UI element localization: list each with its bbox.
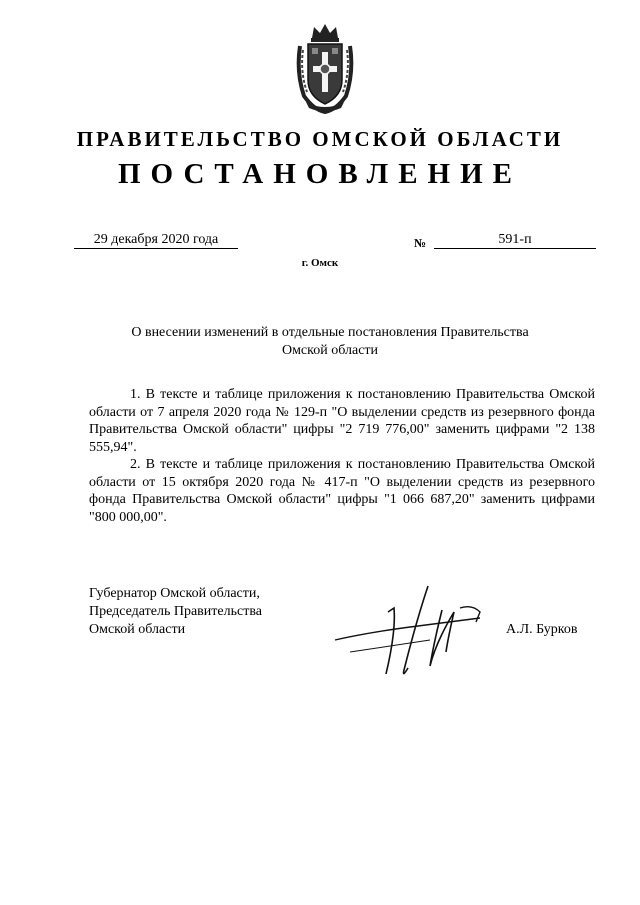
document-number: 591-п (434, 232, 596, 249)
signer-title-line: Губернатор Омской области, (89, 586, 260, 601)
signature-icon (330, 582, 500, 682)
document-type-title: ПОСТАНОВЛЕНИЕ (117, 158, 522, 190)
signer-title (89, 585, 262, 639)
document-body (89, 386, 595, 526)
signer-name: А.Л. Бурков (506, 622, 578, 637)
document-city: г. Омск (301, 257, 339, 269)
paragraph-2: 2. В тексте и таблице приложения к постановлению Правительства Омской области от 15 октября 2020 года № 417-п "О выделении средств из резервного фонда Правительства Омской области" цифры "1 066 687,20" заменить цифрами "800 000,00". (89, 457, 595, 525)
document-date: 29 декабря 2020 года (74, 232, 238, 249)
document-subject: О внесении изменений в отдельные постановления Правительства Омской области (131, 325, 529, 358)
coat-of-arms-icon (294, 22, 356, 114)
paragraph-1: 1. В тексте и таблице приложения к постановлению Правительства Омской области от 7 апреля 2020 года № 129-п "О выделении средств из резервного фонда Правительства Омской области" цифры "2 719 776,00" заменить цифрами "2 138 555,94". (89, 387, 595, 455)
number-label: № (414, 236, 427, 250)
government-title: ПРАВИТЕЛЬСТВО ОМСКОЙ ОБЛАСТИ (76, 127, 564, 151)
signer-title-line: Омской области (89, 622, 186, 637)
signer-title-line: Председатель Правительства (89, 604, 262, 619)
